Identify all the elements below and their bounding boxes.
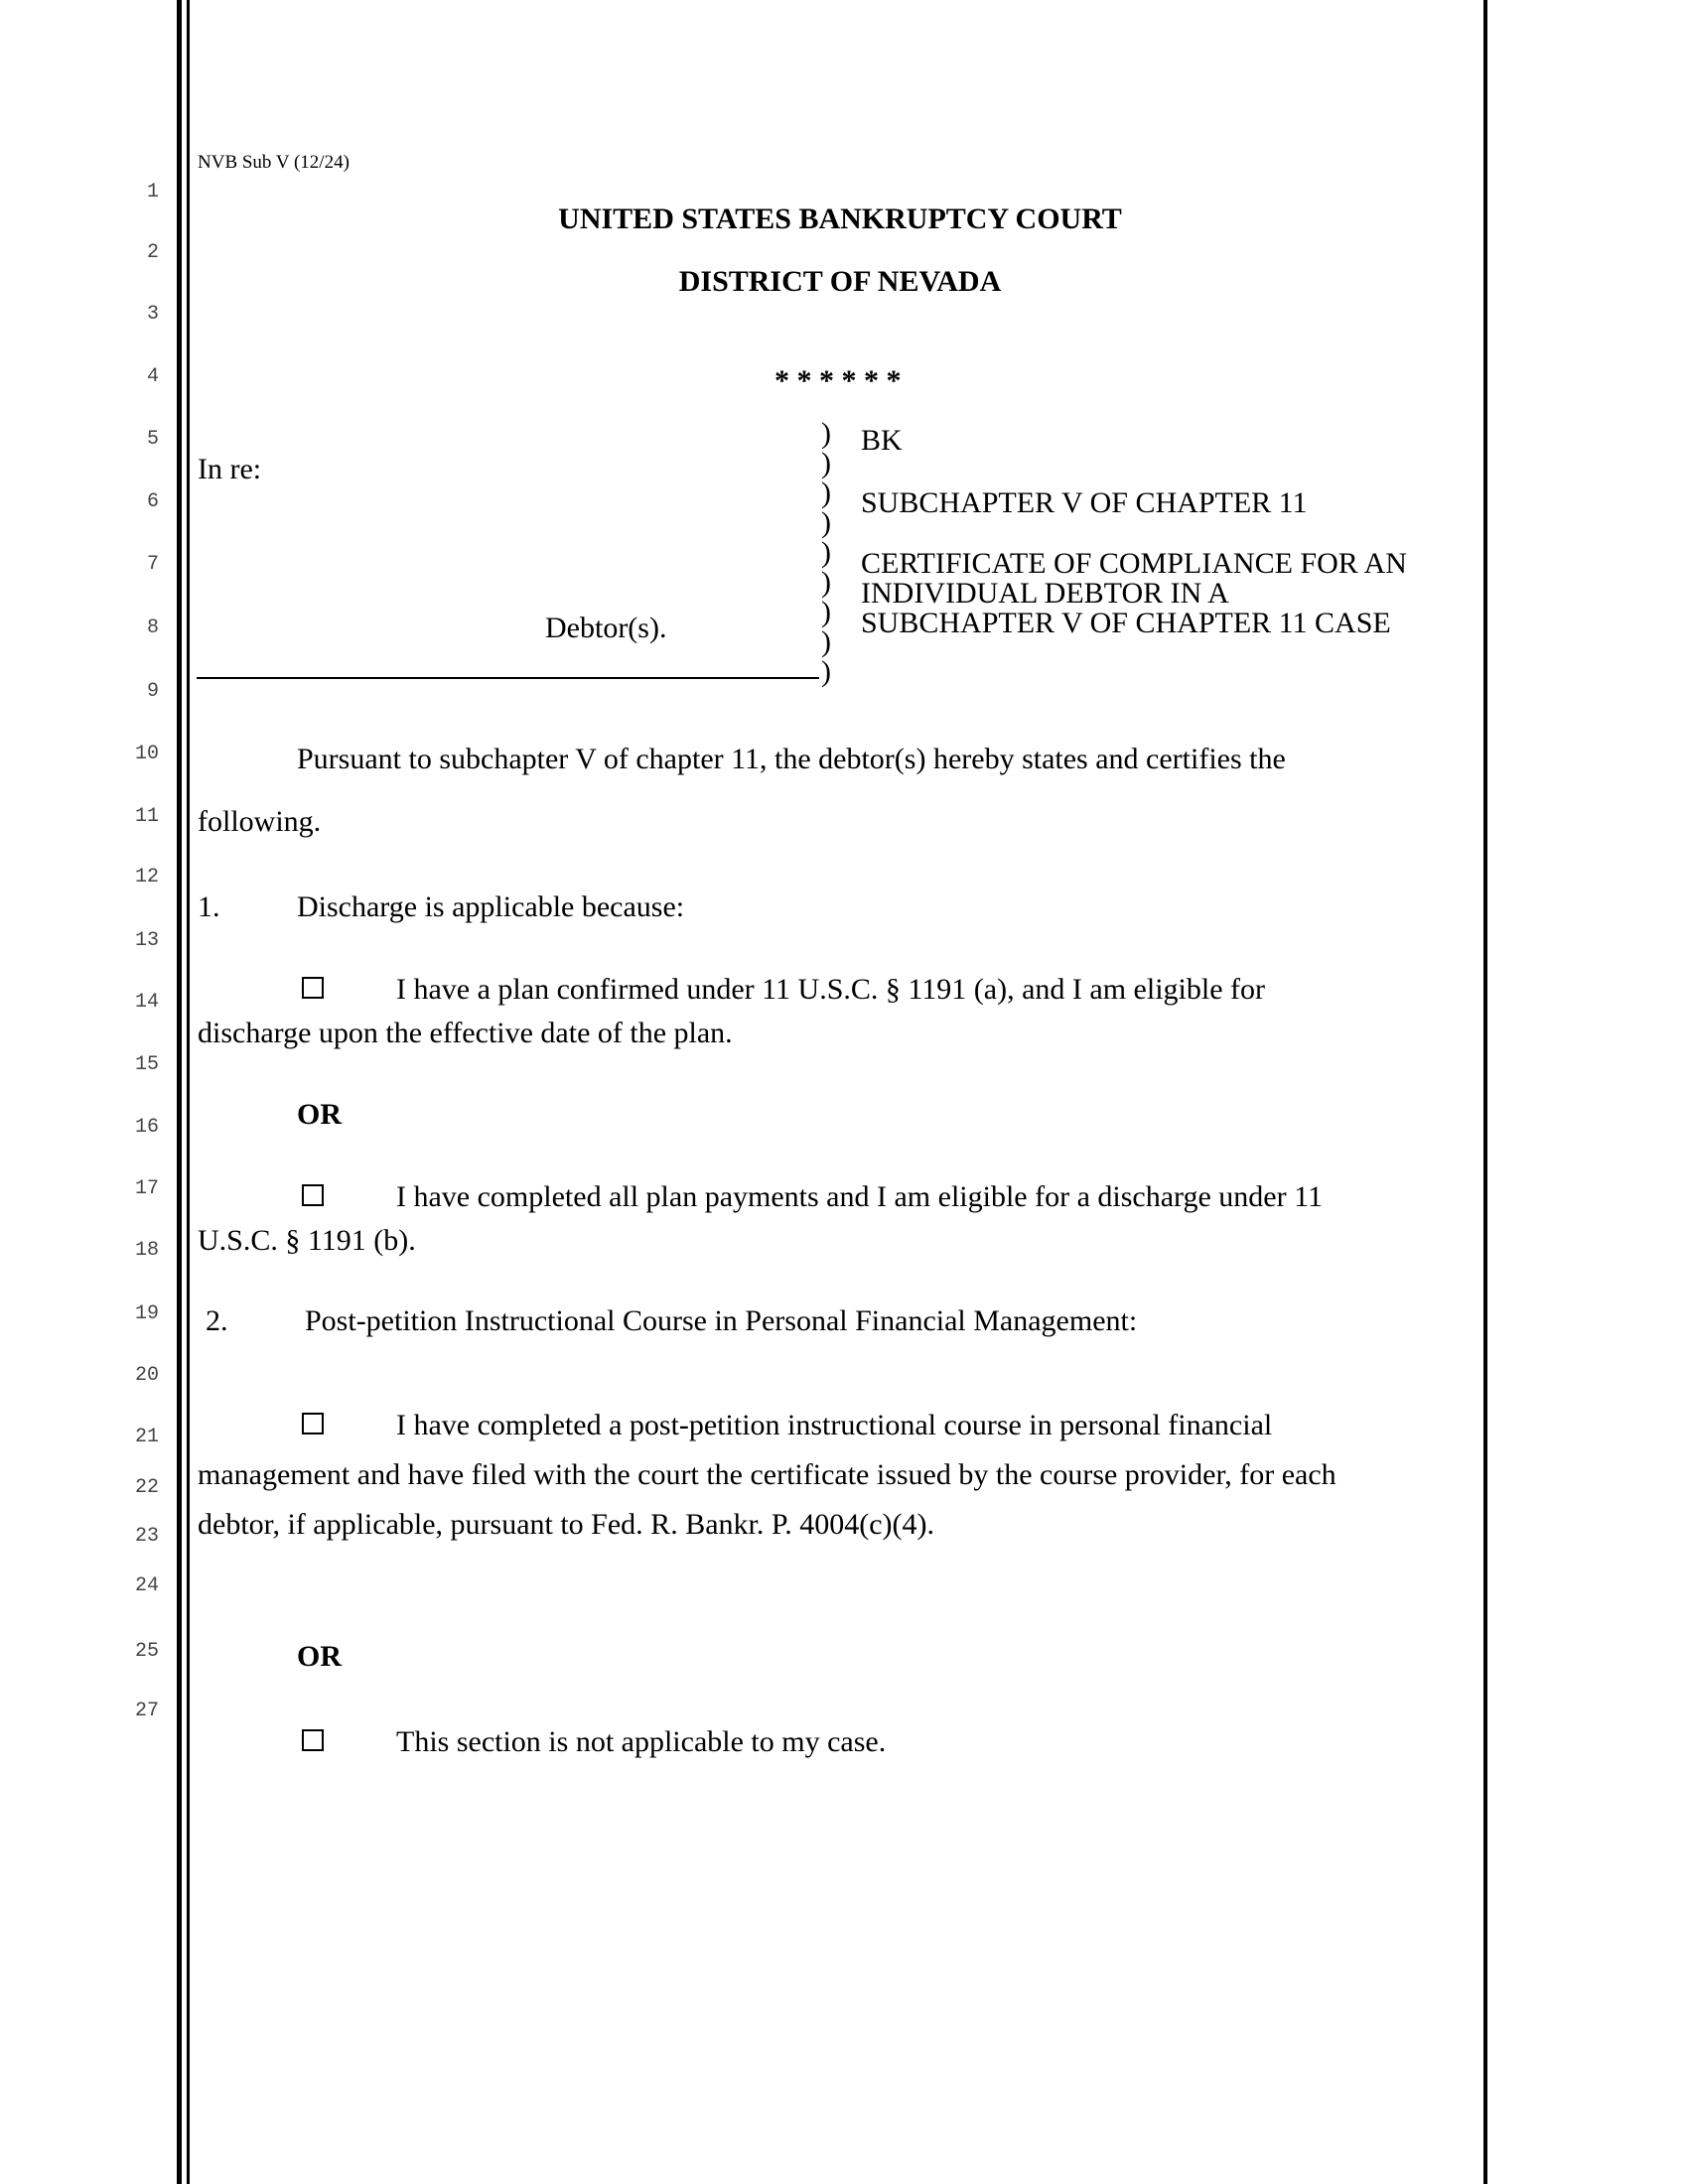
document-title-line: SUBCHAPTER V OF CHAPTER 11 CASE: [861, 607, 1391, 639]
line-number: 8: [146, 616, 159, 639]
left-margin-rule-outer: [177, 0, 182, 2184]
line-number: 11: [134, 805, 159, 828]
intro-paragraph-cont: following.: [198, 805, 322, 838]
line-number: 2: [146, 241, 159, 264]
document-title-line: CERTIFICATE OF COMPLIANCE FOR AN: [861, 547, 1407, 580]
left-margin-rule-inner: [187, 0, 190, 2184]
line-number: 13: [134, 929, 159, 952]
option-course-completed-cont: management and have filed with the court the certificate issued by the course provider, for each: [198, 1458, 1336, 1491]
line-number: 25: [134, 1640, 159, 1663]
checkbox-plan-confirmed[interactable]: [302, 977, 324, 1002]
court-name: UNITED STATES BANKRUPTCY COURT: [558, 203, 1122, 235]
paren: ): [821, 477, 831, 509]
paren: ): [821, 506, 831, 539]
intro-paragraph: Pursuant to subchapter V of chapter 11, the debtor(s) hereby states and certifies the: [297, 743, 1286, 775]
line-number: 15: [134, 1053, 159, 1076]
checkbox-not-applicable[interactable]: [302, 1729, 324, 1754]
line-number: 12: [134, 866, 159, 888]
section-2-heading: Post-petition Instructional Course in Personal Financial Management:: [305, 1304, 1138, 1337]
form-id: NVB Sub V (12/24): [198, 152, 350, 173]
paren: ): [821, 596, 831, 628]
line-number: 27: [134, 1700, 159, 1722]
checkbox-payments-completed[interactable]: [302, 1184, 324, 1209]
subchapter-label: SUBCHAPTER V OF CHAPTER 11: [861, 486, 1308, 519]
line-number: 5: [146, 428, 159, 451]
caption-parens: [821, 419, 841, 687]
in-re-label: In re:: [198, 453, 262, 485]
line-number: 20: [134, 1364, 159, 1387]
option-not-applicable: This section is not applicable to my case.: [396, 1725, 887, 1758]
paren: ): [821, 447, 831, 479]
line-number: 4: [146, 365, 159, 388]
paren: ): [821, 566, 831, 599]
or-separator: OR: [297, 1640, 342, 1673]
section-2-number: 2.: [206, 1304, 228, 1337]
option-payments-completed: I have completed all plan payments and I am eligible for a discharge under 11: [396, 1180, 1324, 1213]
option-course-completed-cont: debtor, if applicable, pursuant to Fed. R. Bankr. P. 4004(c)(4).: [198, 1508, 934, 1541]
paren: ): [821, 536, 831, 569]
line-number: 3: [146, 303, 159, 326]
line-number: 17: [134, 1177, 159, 1200]
checkbox-course-completed[interactable]: [302, 1413, 324, 1437]
line-number: 18: [134, 1239, 159, 1262]
line-number: 1: [146, 181, 159, 204]
line-number: 7: [146, 553, 159, 576]
debtor-label: Debtor(s).: [545, 612, 667, 644]
paren: ): [821, 655, 831, 688]
option-course-completed: I have completed a post-petition instructional course in personal financial: [396, 1409, 1273, 1441]
line-number: 16: [134, 1116, 159, 1139]
document-title: [861, 549, 1407, 638]
line-number: 19: [134, 1302, 159, 1325]
line-number: 14: [134, 991, 159, 1014]
line-number: 9: [146, 680, 159, 703]
case-number-label: BK: [861, 424, 903, 457]
option-plan-confirmed-cont: discharge upon the effective date of the plan.: [198, 1017, 733, 1049]
stars-divider: * * * * * *: [774, 364, 902, 397]
line-number: 10: [134, 743, 159, 765]
section-1-number: 1.: [198, 890, 220, 923]
line-number: 21: [134, 1426, 159, 1448]
document-title-line: INDIVIDUAL DEBTOR IN A: [861, 577, 1229, 610]
caption-underline: [197, 677, 819, 679]
line-number: 22: [134, 1476, 159, 1499]
line-number: 6: [146, 490, 159, 513]
option-plan-confirmed: I have a plan confirmed under 11 U.S.C. § 1191 (a), and I am eligible for: [396, 973, 1266, 1006]
paren: ): [821, 625, 831, 658]
right-margin-rule: [1483, 0, 1487, 2184]
section-1-heading: Discharge is applicable because:: [297, 890, 685, 923]
district-name: DISTRICT OF NEVADA: [678, 265, 1002, 298]
or-separator: OR: [297, 1098, 342, 1131]
line-number: 23: [134, 1525, 159, 1548]
option-payments-completed-cont: U.S.C. § 1191 (b).: [198, 1224, 416, 1257]
line-number: 24: [134, 1574, 159, 1597]
paren: ): [821, 417, 831, 450]
